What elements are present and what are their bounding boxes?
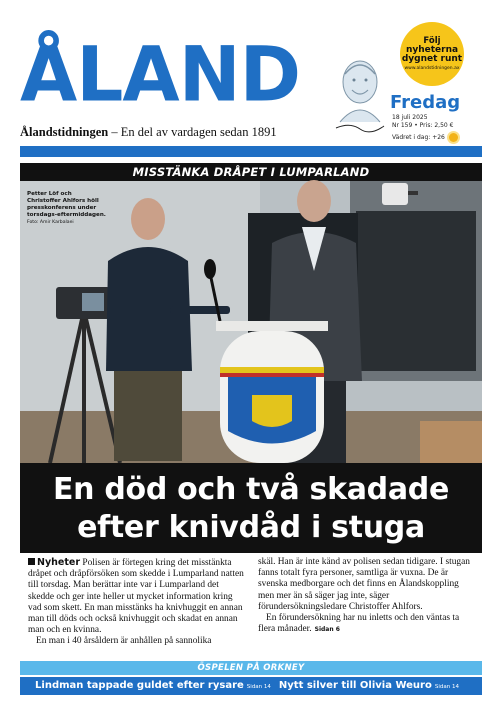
promo-line-1: Följ [423, 35, 441, 46]
headline-line-2: efter knivdåd i stuga [77, 510, 425, 545]
caption-text: Petter Löf och Christoffer Ahlfors höll presskonferens under torsdags-eftermiddagen. [27, 191, 106, 218]
masthead-rule [20, 146, 482, 157]
headline-line-1: En död och två skadade [52, 472, 450, 507]
promo-line-3: dygnet runt [401, 54, 463, 65]
article-column-1 [28, 557, 244, 657]
article-paragraph: skäl. Han är inte känd av polisen sedan tidigare. I stugan fanns totalt fyra personer, samtliga är vuxna. De är svenska medborgare och det finns en Ålandskoppling men mer än så säger jag inte, säger förundersökningsledare Christoffer Ahlfors. [258, 557, 470, 612]
article-paragraph: En man i 40 årsåldern är anhållen på sannolika [36, 636, 212, 647]
weather-text: Vädret i dag: +26 [392, 134, 445, 141]
founder-portrait-icon [330, 52, 390, 136]
main-headline[interactable] [20, 463, 482, 553]
promo-badge[interactable] [400, 22, 464, 86]
section-square-icon [28, 558, 35, 565]
section-label: Nyheter [37, 557, 81, 568]
page-reference[interactable]: Sidan 6 [314, 626, 340, 634]
tagline [20, 125, 277, 140]
weekday: Fredag [390, 92, 461, 113]
photo-caption [27, 191, 107, 226]
tagline-rest: – En del av vardagen sedan 1891 [108, 125, 277, 139]
article-paragraph [258, 613, 474, 635]
teaser-item-2-ref: Sidan 14 [434, 684, 459, 690]
photo-credit: Foto: Amir Karbalaei [27, 219, 74, 225]
teaser-item-1[interactable]: Lindman tappade guldet efter rysare [35, 680, 244, 691]
story-kicker[interactable]: MISSTÄNKA DRÅPET I LUMPARLAND [20, 163, 482, 181]
teaser-item-2[interactable]: Nytt silver till Olivia Weuro [278, 680, 432, 691]
teaser-strip [20, 677, 482, 695]
masthead [20, 18, 482, 146]
issue-number-price: Nr 159 • Pris: 2,50 € [392, 122, 454, 129]
article-body [28, 557, 474, 657]
weather [392, 133, 458, 142]
issue-date: 18 juli 2025 [392, 114, 428, 121]
article-paragraph [28, 557, 244, 636]
podium-text: POLIS [239, 574, 269, 584]
article-column-2 [258, 557, 474, 657]
teaser-item-1-ref: Sidan 14 [246, 684, 271, 690]
tagline-name: Ålandstidningen [20, 125, 109, 139]
newspaper-logo: ÅLAND [20, 31, 301, 119]
teaser-band[interactable]: ÖSPELEN PÅ ORKNEY [20, 661, 482, 675]
paragraph-text: En förundersökning har nu inletts och den väntas ta flera månader. [258, 613, 460, 635]
promo-url: www.alandstidningen.ax [404, 65, 460, 71]
promo-line-2: nyheterna [405, 44, 459, 55]
paragraph-text: Polisen är förtegen kring det misstänkta dråpet och dråpförsöken som skedde i Lumparland natten till torsdag. Man berättar inte var i Lumparland det skedde och ger inte heller ut mycket information kring vad som skett. En man misstänks ha knivhuggit en annan man till döds och också knivhuggit och skadat en annan man och en kvinna. [28, 558, 244, 636]
sun-icon [449, 133, 458, 142]
